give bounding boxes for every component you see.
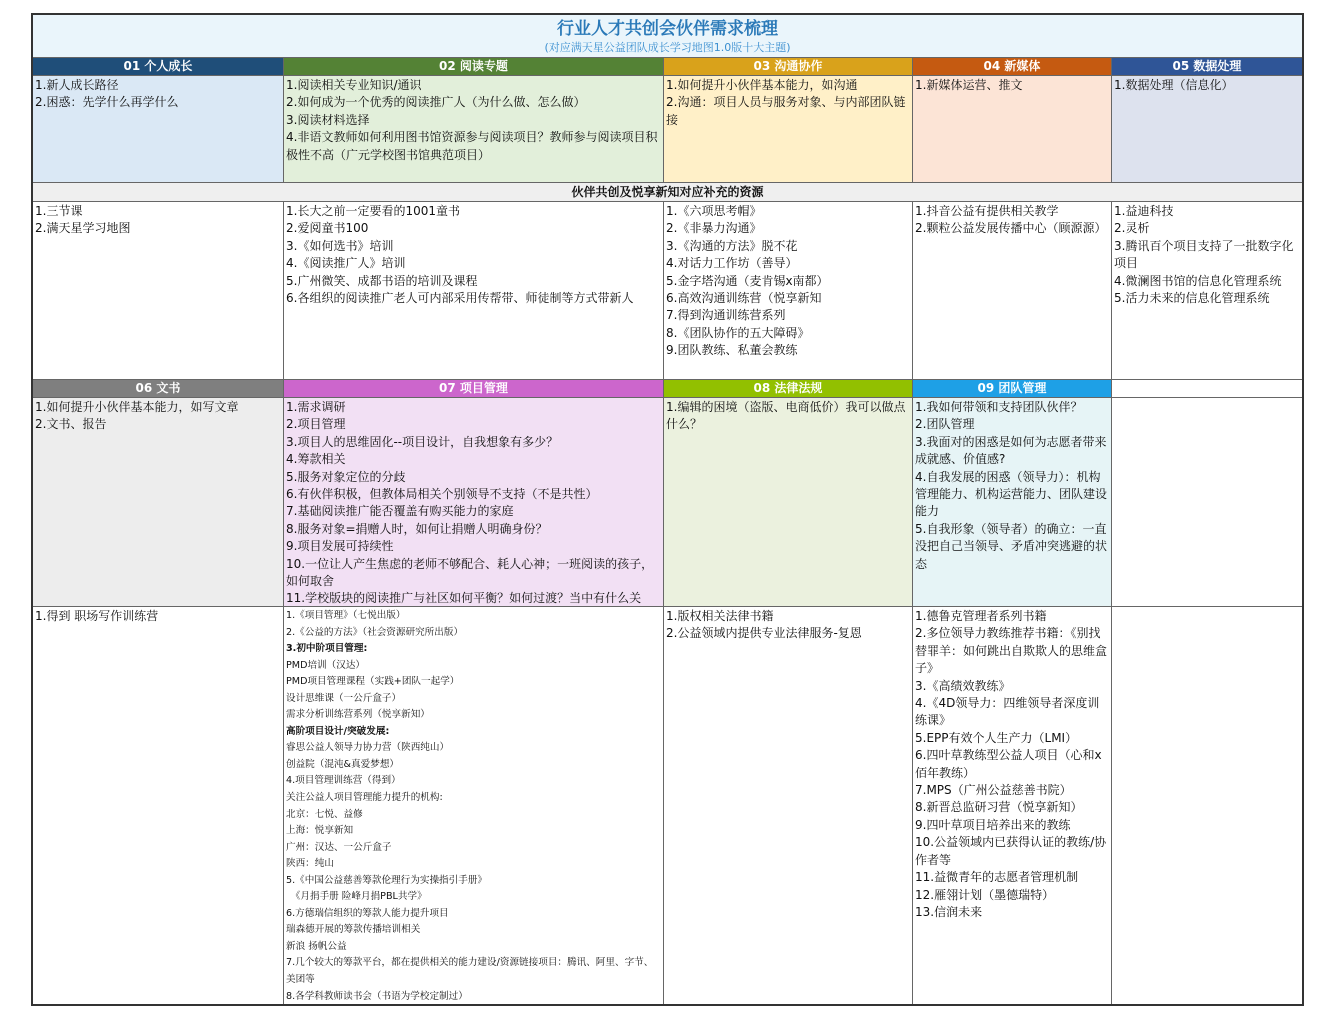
list-item: 5.服务对象定位的分歧 [286, 469, 406, 484]
page-title: 行业人才共创会伙伴需求梳理 [557, 19, 778, 39]
list-item: 1.版权相关法律书籍 [666, 609, 774, 623]
list-item: 1.长大之前一定要看的1001童书 [286, 204, 460, 218]
list-item: 8.新晋总监研习营（悦享新知） [915, 800, 1083, 815]
row1-resources-row [33, 202, 1302, 380]
resources-team-management[interactable] [913, 607, 1112, 1004]
needs-empty [1112, 398, 1302, 606]
list-item: 1.益迪科技 [1114, 204, 1174, 218]
needs-spreadsheet [31, 13, 1304, 1006]
resources-project-management[interactable] [284, 607, 664, 1004]
list-item: 7.得到沟通训练营系列 [666, 308, 786, 323]
list-item: 11.益微青年的志愿者管理机制 [915, 870, 1079, 885]
list-item: 1.新媒体运营、推文 [915, 78, 1023, 92]
list-item: 1.如何提升小伙伴基本能力，如沟通 [666, 78, 858, 92]
list-item: 9.项目发展可持续性 [286, 539, 394, 554]
row2-resources-row [33, 607, 1302, 1004]
list-item: 4.筹款相关 [286, 452, 346, 467]
list-item: 1.我如何带领和支持团队伙伴？ [915, 400, 1083, 414]
list-item: 10.一位让人产生焦虑的老师不够配合、耗人心神；一班阅读的孩子，如何取舍 [286, 556, 654, 589]
needs-communication[interactable] [664, 76, 913, 182]
list-item: 2.团队管理 [915, 417, 975, 432]
list-item: 1.抖音公益有提供相关教学 [915, 204, 1059, 218]
list-item: 2.多位领导力教练推荐书籍：《别找替罪羊：如何跳出自欺欺人的思维盒子》 [915, 626, 1108, 676]
list-item: 1.编辑的困境（盗版、电商低价）我可以做点什么？ [666, 400, 906, 432]
list-item: 7.几个较大的筹款平台，都在提供相关的能力建设/资源链接项目：腾讯、阿里、字节、美团等 [286, 957, 654, 986]
list-item: 7.基础阅读推广能否覆盖有购买能力的家庭 [286, 504, 514, 519]
list-item: 2.困惑：先学什么再学什么 [35, 95, 179, 110]
needs-data-processing[interactable] [1112, 76, 1302, 182]
list-item: 4.《4D领导力：四维领导者深度训练课》 [915, 696, 1100, 728]
header-empty [1112, 380, 1302, 397]
list-item: 4.自我发展的困惑（领导力）：机构管理能力、机构运营能力、团队建设能力 [915, 469, 1108, 519]
needs-documents[interactable] [33, 398, 284, 606]
list-item: 8.服务对象=捐赠人时，如何让捐赠人明确身份？ [286, 521, 548, 536]
header-new-media[interactable]: 04 新媒体 [913, 58, 1112, 75]
page-subtitle: (对应满天星公益团队成长学习地图1.0版十大主题) [544, 41, 791, 54]
resources-empty [1112, 607, 1302, 1004]
needs-team-management[interactable] [913, 398, 1112, 606]
section-title: 伙伴共创及悦享新知对应补充的资源 [33, 183, 1302, 202]
header-reading[interactable]: 02 阅读专题 [284, 58, 664, 75]
row1-needs-row [33, 76, 1302, 183]
list-item: 8.各学科教师读书会（书语为学校定制过） [286, 990, 468, 1002]
resources-new-media[interactable] [913, 202, 1112, 379]
list-item: 2.爱阅童书100 [286, 221, 369, 236]
header-law[interactable]: 08 法律法规 [664, 380, 913, 397]
list-item: 2.《非暴力沟通》 [666, 221, 762, 236]
list-item: 1.得到 职场写作训练营 [35, 609, 159, 623]
list-item: 12.雁翎计划（墨德瑞特） [915, 887, 1055, 902]
list-item: 6.高效沟通训练营（悦享新知 [666, 291, 822, 306]
list-item: 6.各组织的阅读推广老人可内部采用传帮带、师徒制等方式带新人 [286, 291, 634, 306]
list-item: 1.新人成长路径 [35, 78, 119, 92]
resources-communication[interactable] [664, 202, 913, 379]
list-item: 4.微澜图书馆的信息化管理系统 [1114, 273, 1282, 288]
header-communication[interactable]: 03 沟通协作 [664, 58, 913, 75]
list-item: 陕西：纯山 [286, 858, 334, 870]
list-item: 瑞森德开展的筹款传播培训相关 [286, 924, 421, 936]
list-item: 9.四叶草项目培养出来的教练 [915, 817, 1071, 832]
list-item: 1.数据处理（信息化） [1114, 78, 1234, 92]
list-item: 5.自我形象（领导者）的确立：一直没把自己当领导、矛盾冲突逃避的状态 [915, 521, 1108, 571]
list-item: 4.《阅读推广人》培训 [286, 256, 406, 271]
needs-personal-growth[interactable] [33, 76, 284, 182]
list-item: 2.文书、报告 [35, 417, 107, 432]
list-item: 2.灵析 [1114, 221, 1150, 236]
needs-project-management[interactable] [284, 398, 664, 606]
list-item: 5.《中国公益慈善筹款伦理行为实操指引手册》 [286, 874, 488, 886]
list-item: 2.沟通：项目人员与服务对象、与内部团队链接 [666, 95, 906, 127]
list-item: 2.颗粒公益发展传播中心（顾源源） [915, 221, 1107, 236]
resources-documents[interactable] [33, 607, 284, 1004]
row1-header-row [33, 58, 1302, 76]
list-item: 1.如何提升小伙伴基本能力，如写文章 [35, 400, 239, 414]
list-item: PMD项目管理课程（实践+团队一起学） [286, 676, 460, 688]
list-item: 2.公益领域内提供专业法律服务-复恩 [666, 626, 862, 641]
list-item: 1.德鲁克管理者系列书籍 [915, 609, 1047, 623]
list-item: 广州：汉达、一公斤盒子 [286, 841, 392, 853]
list-item: 2.如何成为一个优秀的阅读推广人（为什么做、怎么做） [286, 95, 586, 110]
list-item: 1.三节课 [35, 204, 83, 218]
list-item: 4.项目管理训练营（得到） [286, 775, 401, 787]
header-data-processing[interactable]: 05 数据处理 [1112, 58, 1302, 75]
list-item: 8.《团队协作的五大障碍》 [666, 325, 810, 340]
list-item: 设计思维课（一公斤盒子） [286, 692, 402, 704]
list-item: 北京：七悦、益修 [286, 808, 363, 820]
header-personal-growth[interactable]: 01 个人成长 [33, 58, 284, 75]
list-item: 5.活力未来的信息化管理系统 [1114, 291, 1270, 306]
list-item: 高阶项目设计/突破发展: [286, 725, 390, 737]
resources-data-processing[interactable] [1112, 202, 1302, 379]
list-item: 13.信润未来 [915, 904, 983, 919]
list-item: 5.金字塔沟通（麦肯锡x南都） [666, 273, 829, 288]
list-item: 6.有伙伴积极，但教体局相关个别领导不支持（不是共性） [286, 487, 598, 502]
list-item: 1.需求调研 [286, 400, 346, 414]
needs-law[interactable] [664, 398, 913, 606]
list-item: 6.方德瑞信组织的筹款人能力提升项目 [286, 907, 449, 919]
list-item: 3.阅读材料选择 [286, 112, 370, 127]
list-item: 需求分析训练营系列（悦享新知） [286, 709, 430, 721]
list-item: 9.团队教练、私董会教练 [666, 343, 798, 358]
header-project-management[interactable]: 07 项目管理 [284, 380, 664, 397]
needs-new-media[interactable] [913, 76, 1112, 182]
list-item: 5.广州微笑、成都书语的培训及课程 [286, 273, 478, 288]
list-item: 睿思公益人领导力协力营（陕西纯山） [286, 742, 450, 754]
list-item: 2.满天星学习地图 [35, 221, 131, 236]
row2-needs-row [33, 398, 1302, 607]
list-item: 2.《公益的方法》（社会资源研究所出版） [286, 626, 464, 638]
list-item: 3.项目人的思维固化--项目设计，自我想象有多少？ [286, 434, 559, 449]
header-team-management[interactable]: 09 团队管理 [913, 380, 1112, 397]
header-documents[interactable]: 06 文书 [33, 380, 284, 397]
list-item: 11.学校版块的阅读推广与社区如何平衡？如何过渡？当中有什么关 [286, 591, 642, 606]
list-item: 1.阅读相关专业知识/通识 [286, 78, 422, 92]
list-item: 4.对话力工作坊（善导） [666, 256, 798, 271]
list-item: 关注公益人项目管理能力提升的机构: [286, 792, 443, 804]
list-item: 7.MPS（广州公益慈善书院） [915, 783, 1072, 798]
resources-reading[interactable] [284, 202, 664, 379]
list-item: 新浪 扬帆公益 [286, 940, 347, 952]
list-item: 2.项目管理 [286, 417, 346, 432]
list-item: 创益院（混沌&真爱梦想） [286, 758, 400, 770]
list-item: 3.腾讯百个项目支持了一批数字化项目 [1114, 238, 1294, 271]
list-item: 5.EPP有效个人生产力（LMI） [915, 730, 1078, 745]
list-item: 3.我面对的困惑是如何为志愿者带来成就感、价值感? [915, 434, 1107, 467]
list-item: 3.《如何选书》培训 [286, 238, 394, 253]
list-item: 3.《沟通的方法》脱不花 [666, 238, 798, 253]
list-item: 《月捐手册 险峰月捐PBL共学》 [286, 891, 427, 903]
title-row [33, 15, 1302, 58]
list-item: 10.公益领域内已获得认证的教练/协作者等 [915, 835, 1107, 867]
row2-header-row [33, 380, 1302, 398]
list-item: PMD培训（汉达） [286, 659, 366, 671]
resources-law[interactable] [664, 607, 913, 1004]
list-item: 3.初中阶项目管理: [286, 643, 368, 655]
list-item: 上海：悦享新知 [286, 825, 354, 837]
list-item: 4.非语文教师如何利用图书馆资源参与阅读项目？教师参与阅读项目积极性不高（广元学校图书馆典范项目） [286, 130, 658, 162]
list-item: 3.《高绩效教练》 [915, 678, 1011, 693]
list-item: 1.《六项思考帽》 [666, 204, 762, 218]
list-item: 6.四叶草教练型公益人项目（心和x佰年教练） [915, 748, 1102, 780]
resources-personal-growth[interactable] [33, 202, 284, 379]
needs-reading[interactable] [284, 76, 664, 182]
list-item: 1.《项目管理》（七悦出版） [286, 610, 406, 621]
